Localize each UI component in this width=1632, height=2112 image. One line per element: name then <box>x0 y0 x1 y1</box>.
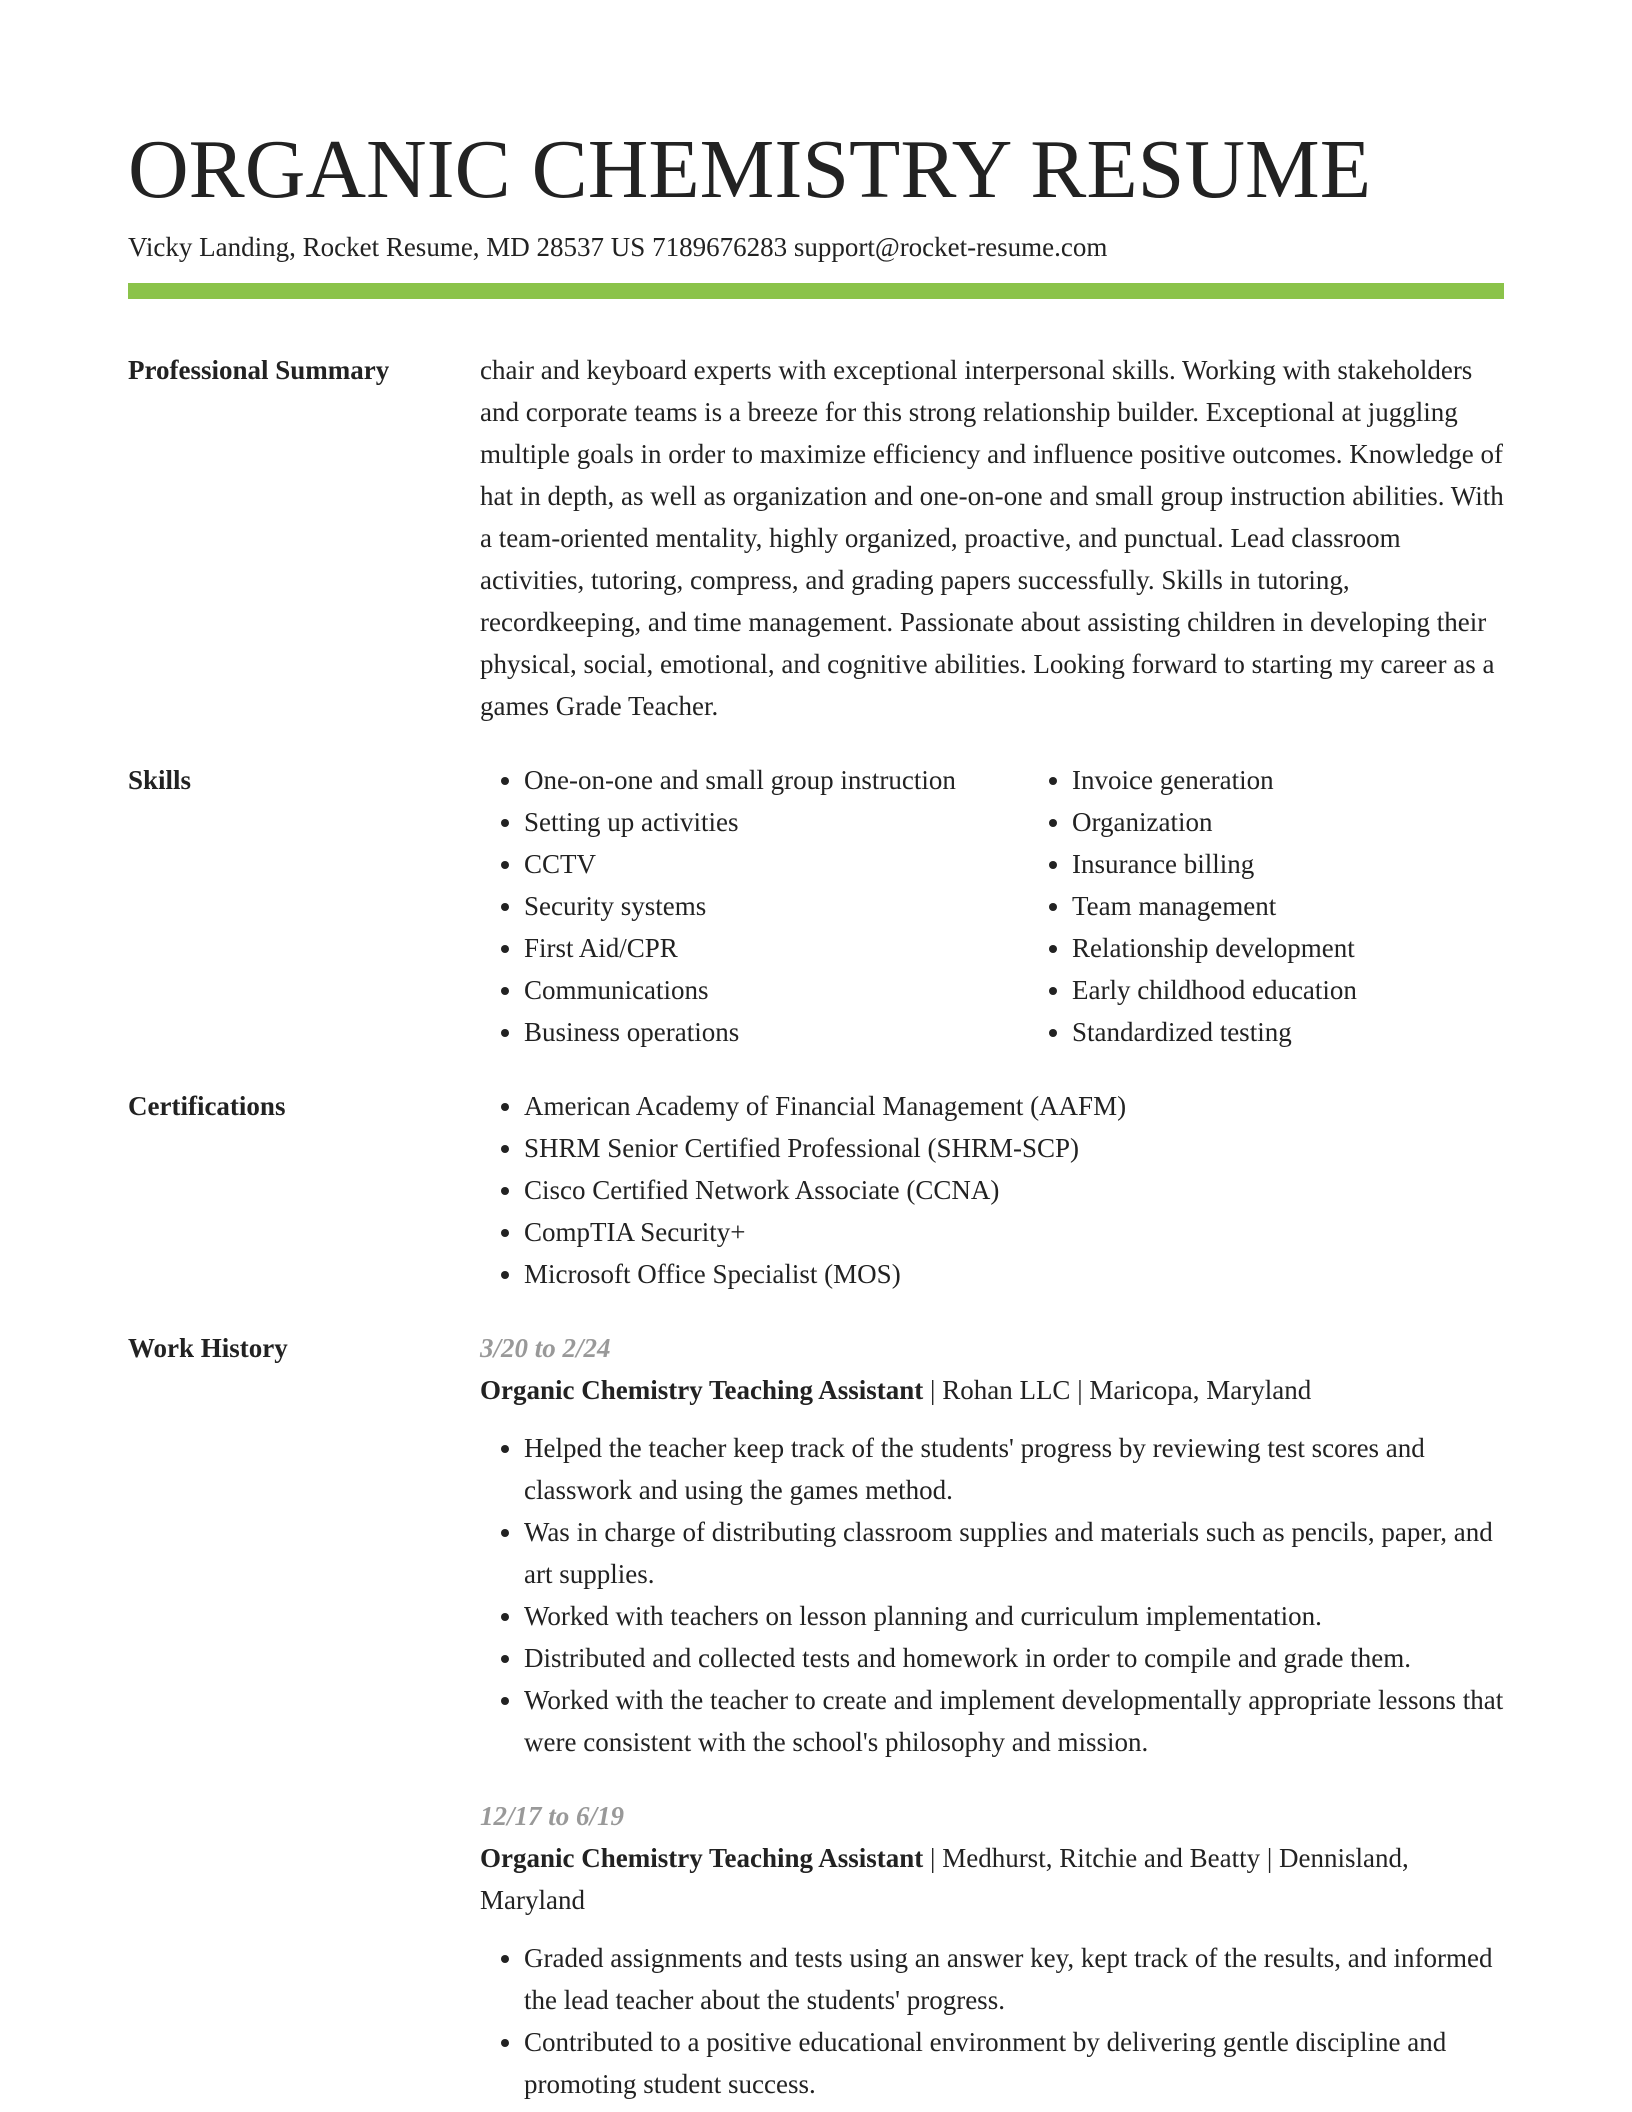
list-item: • First Aid/CPR <box>524 927 1028 969</box>
list-item: • One-on-one and small group instruction <box>524 759 1028 801</box>
accent-divider <box>128 283 1504 299</box>
list-item: • Security systems <box>524 885 1028 927</box>
job-bullets <box>480 1427 1504 1763</box>
skills-list <box>480 759 1504 1053</box>
list-item: • Standardized testing <box>1072 1011 1357 1053</box>
section-heading: Skills <box>128 765 192 795</box>
resume-title: ORGANIC CHEMISTRY RESUME <box>128 123 1372 216</box>
job-entry <box>480 1327 1504 1763</box>
job-heading <box>480 1837 1504 1921</box>
list-item: • Helped the teacher keep track of the students' progress by reviewing test scores and classwork and using the games method. <box>524 1427 1504 1511</box>
contact-line: Vicky Landing, Rocket Resume, MD 28537 US 7189676283 support@rocket-resume.com <box>128 232 1108 262</box>
certifications-section <box>128 1085 1504 1295</box>
job-bullets <box>480 1937 1504 2105</box>
job-title: Organic Chemistry Teaching Assistant <box>480 1375 924 1405</box>
skills-column-right <box>1028 759 1357 1053</box>
list-item: • Graded assignments and tests using an answer key, kept track of the results, and informed the lead teacher about the students' progress. <box>524 1937 1504 2021</box>
list-item: • Organization <box>1072 801 1357 843</box>
job-entry <box>480 1795 1504 2105</box>
job-dates: 12/17 to 6/19 <box>480 1801 625 1831</box>
section-heading: Work History <box>128 1333 288 1363</box>
list-item: • Distributed and collected tests and homework in order to compile and grade them. <box>524 1637 1504 1679</box>
list-item: • Worked with the teacher to create and implement developmentally appropriate lessons that were consistent with the school's philosophy and mission. <box>524 1679 1504 1763</box>
skills-column-left <box>480 759 1028 1053</box>
list-item: • Cisco Certified Network Associate (CCNA) <box>524 1169 1504 1211</box>
work-history-list <box>480 1327 1504 2105</box>
job-dates: 3/20 to 2/24 <box>480 1333 611 1363</box>
list-item: • Team management <box>1072 885 1357 927</box>
list-item: • Worked with teachers on lesson planning and curriculum implementation. <box>524 1595 1504 1637</box>
list-item: • American Academy of Financial Management (AAFM) <box>524 1085 1504 1127</box>
list-item: • Insurance billing <box>1072 843 1357 885</box>
work-history-section <box>128 1327 1504 2105</box>
list-item: • Early childhood education <box>1072 969 1357 1011</box>
list-item: • Was in charge of distributing classroom supplies and materials such as pencils, paper, and art supplies. <box>524 1511 1504 1595</box>
resume-page <box>128 120 1504 2105</box>
list-item: • Setting up activities <box>524 801 1028 843</box>
certifications-list <box>480 1085 1504 1295</box>
summary-text: chair and keyboard experts with exceptional interpersonal skills. Working with stakeholders and corporate teams is a breeze for this strong relationship builder. Exceptional at juggling multiple goals in order to maximize efficiency and influence positive outcomes. Knowledge of hat in depth, as well as organization and one-on-one and small group instruction abilities. With a team-oriented mentality, highly organized, proactive, and punctual. Lead classroom activities, tutoring, compress, and grading papers successfully. Skills in tutoring, recordkeeping, and time management. Passionate about assisting children in developing their physical, social, emotional, and cognitive abilities. Looking forward to starting my career as a games Grade Teacher. <box>480 355 1504 721</box>
list-item: • Relationship development <box>1072 927 1357 969</box>
job-employer-location: | Medhurst, Ritchie and Beatty | Dennisland, Maryland <box>480 1843 1409 1915</box>
list-item: • Microsoft Office Specialist (MOS) <box>524 1253 1504 1295</box>
professional-summary-section <box>128 349 1504 727</box>
job-heading <box>480 1369 1504 1411</box>
skills-section <box>128 759 1504 1053</box>
list-item: • Contributed to a positive educational environment by delivering gentle discipline and promoting student success. <box>524 2021 1504 2105</box>
list-item: • Business operations <box>524 1011 1028 1053</box>
job-title: Organic Chemistry Teaching Assistant <box>480 1843 924 1873</box>
section-heading: Certifications <box>128 1091 286 1121</box>
list-item: • CompTIA Security+ <box>524 1211 1504 1253</box>
job-employer-location: | Rohan LLC | Maricopa, Maryland <box>923 1375 1312 1405</box>
section-heading: Professional Summary <box>128 355 390 385</box>
list-item: • SHRM Senior Certified Professional (SHRM-SCP) <box>524 1127 1504 1169</box>
list-item: • Communications <box>524 969 1028 1011</box>
list-item: • Invoice generation <box>1072 759 1357 801</box>
list-item: • CCTV <box>524 843 1028 885</box>
